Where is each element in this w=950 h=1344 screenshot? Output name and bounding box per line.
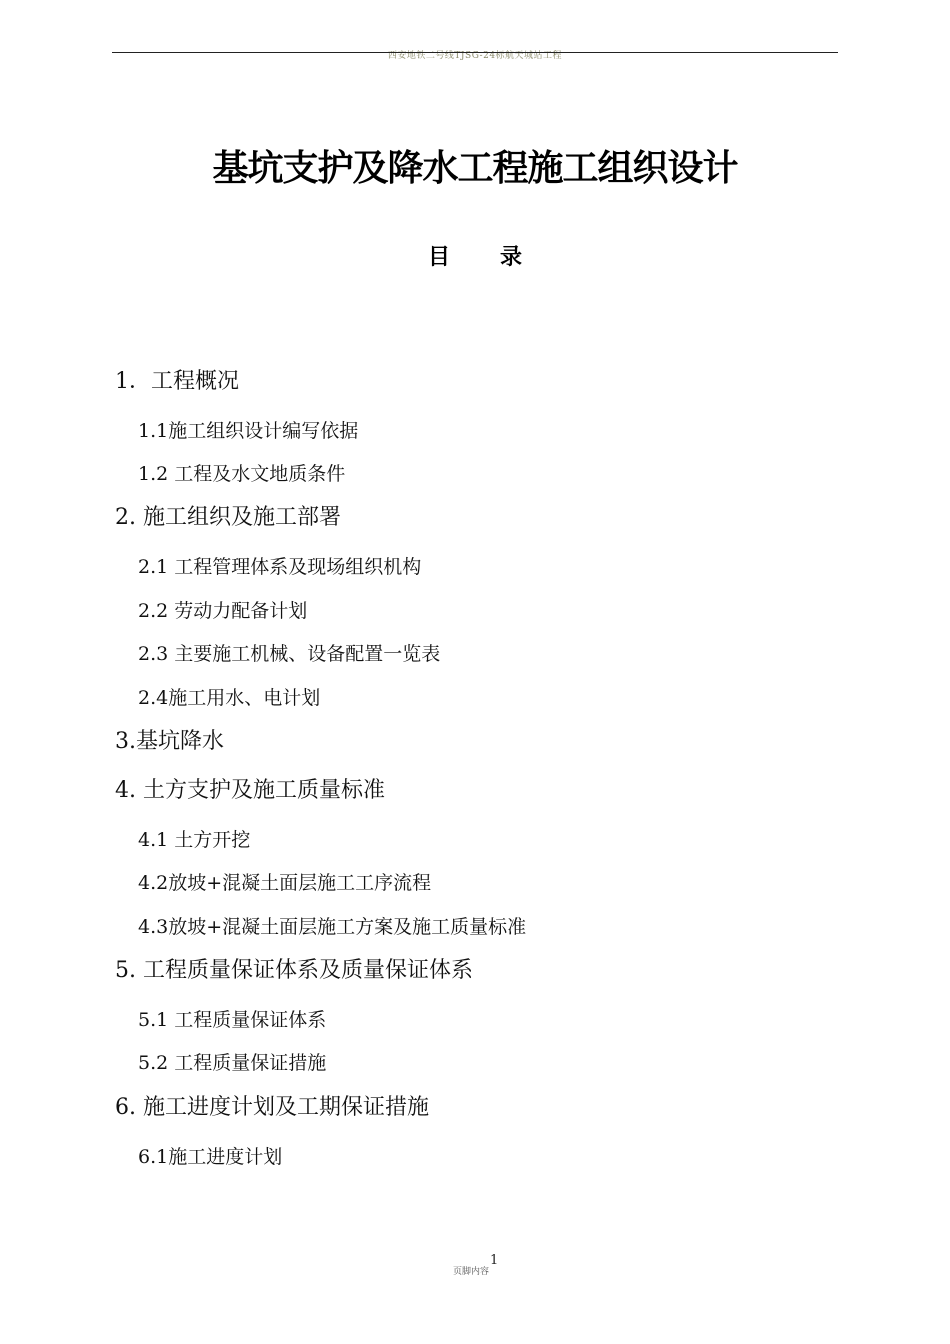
toc-heading-right: 录 — [500, 245, 523, 270]
toc-heading — [0, 240, 950, 271]
page-header-text: 西安地铁二号线TJSG-24标航天城站工程 — [387, 51, 563, 61]
document-title: 基坑支护及降水工程施工组织设计 — [212, 148, 738, 189]
toc-entry-4-2[interactable]: 4.2放坡+混凝土面层施工工序流程 — [138, 872, 432, 894]
footer-label: 页脚内容 — [453, 1267, 490, 1277]
toc-entry-2[interactable]: 2. 施工组织及施工部署 — [115, 505, 341, 530]
toc-entry-5[interactable]: 5. 工程质量保证体系及质量保证体系 — [115, 958, 473, 983]
toc-entry-6[interactable]: 6. 施工进度计划及工期保证措施 — [115, 1095, 429, 1120]
toc-heading-left: 目 — [427, 245, 450, 270]
toc-entry-5-2[interactable]: 5.2 工程质量保证措施 — [138, 1052, 327, 1074]
toc-entry-1-2[interactable]: 1.2 工程及水文地质条件 — [138, 463, 346, 485]
toc-entry-4[interactable]: 4. 土方支护及施工质量标准 — [115, 778, 385, 803]
toc-entry-2-2[interactable]: 2.2 劳动力配备计划 — [138, 600, 308, 622]
toc-entry-4-1[interactable]: 4.1 土方开挖 — [138, 829, 251, 851]
toc-entry-3[interactable]: 3.基坑降水 — [115, 729, 224, 754]
toc-entry-4-3[interactable]: 4.3放坡+混凝土面层施工方案及施工质量标准 — [138, 916, 527, 938]
toc-entry-2-1[interactable]: 2.1 工程管理体系及现场组织机构 — [138, 556, 422, 578]
page-number: 1 — [490, 1253, 499, 1268]
toc-entry-6-1[interactable]: 6.1施工进度计划 — [138, 1146, 283, 1168]
toc-entry-2-4[interactable]: 2.4施工用水、电计划 — [138, 687, 321, 709]
toc-entry-1[interactable]: 1．工程概况 — [115, 369, 239, 394]
toc-entry-1-1[interactable]: 1.1施工组织设计编写依据 — [138, 420, 359, 442]
header-divider — [112, 52, 838, 53]
toc-entry-5-1[interactable]: 5.1 工程质量保证体系 — [138, 1009, 327, 1031]
toc-entry-2-3[interactable]: 2.3 主要施工机械、设备配置一览表 — [138, 643, 441, 665]
